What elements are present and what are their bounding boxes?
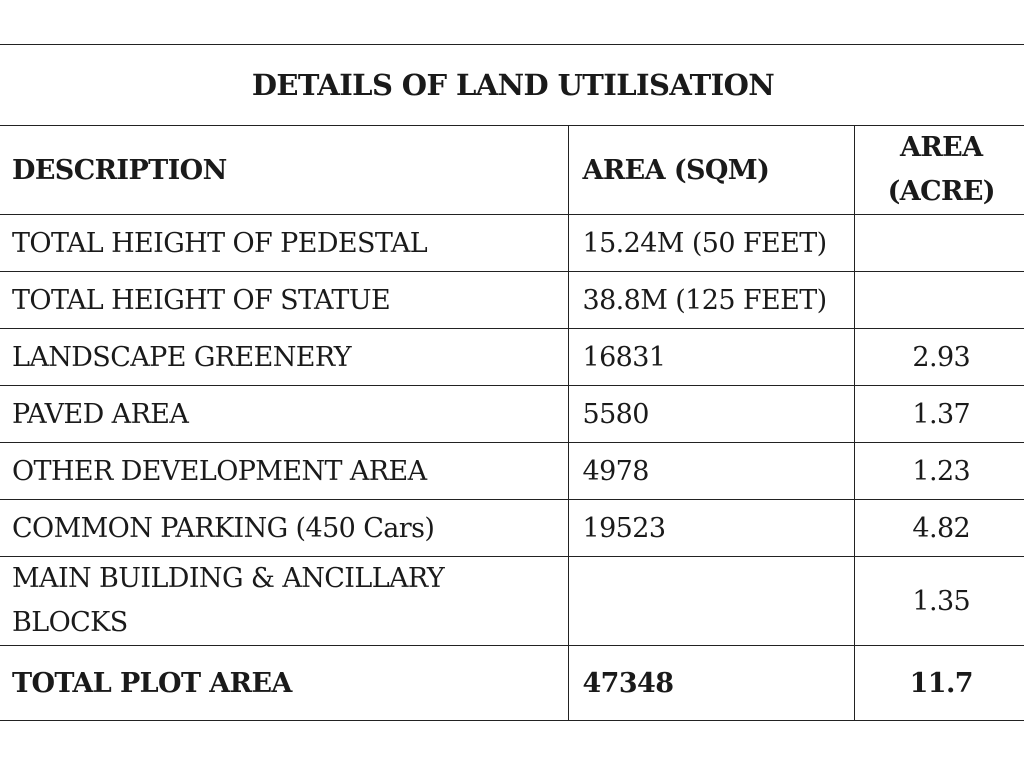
table-title-row: [0, 45, 1024, 126]
cell-area-acre: 1.37: [854, 386, 1024, 443]
header-description: DESCRIPTION: [0, 126, 568, 215]
table-row: [0, 557, 1024, 646]
cell-area-sqm: 16831: [568, 329, 854, 386]
cell-description-line1: MAIN BUILDING & ANCILLARY: [12, 563, 445, 594]
cell-area-sqm: 4978: [568, 443, 854, 500]
table-header-row: [0, 126, 1024, 215]
land-utilisation-table-container: [0, 44, 1024, 721]
cell-description: [0, 557, 568, 646]
table-total-row: [0, 646, 1024, 721]
table-row: [0, 386, 1024, 443]
cell-area-sqm: 38.8M (125 FEET): [568, 272, 854, 329]
cell-description: LANDSCAPE GREENERY: [0, 329, 568, 386]
header-area-sqm: AREA (SQM): [568, 126, 854, 215]
table-row: [0, 272, 1024, 329]
table-row: [0, 443, 1024, 500]
cell-description-line2: BLOCKS: [12, 607, 128, 638]
table-row: [0, 500, 1024, 557]
header-area-acre-line2: (ACRE): [887, 176, 995, 207]
cell-description: COMMON PARKING (450 Cars): [0, 500, 568, 557]
cell-description: TOTAL HEIGHT OF STATUE: [0, 272, 568, 329]
total-area-acre: 11.7: [854, 646, 1024, 721]
header-area-acre: [854, 126, 1024, 215]
cell-area-acre: [854, 215, 1024, 272]
cell-area-acre: 4.82: [854, 500, 1024, 557]
cell-area-sqm: 15.24M (50 FEET): [568, 215, 854, 272]
cell-area-acre: [854, 272, 1024, 329]
table-row: [0, 329, 1024, 386]
cell-area-acre: 1.23: [854, 443, 1024, 500]
cell-area-acre: 1.35: [854, 557, 1024, 646]
cell-area-sqm: 19523: [568, 500, 854, 557]
cell-area-acre: 2.93: [854, 329, 1024, 386]
cell-description: OTHER DEVELOPMENT AREA: [0, 443, 568, 500]
cell-description: TOTAL HEIGHT OF PEDESTAL: [0, 215, 568, 272]
table-title: DETAILS OF LAND UTILISATION: [0, 45, 1024, 126]
total-description: TOTAL PLOT AREA: [0, 646, 568, 721]
land-utilisation-table: [0, 44, 1024, 721]
cell-area-sqm: 5580: [568, 386, 854, 443]
cell-area-sqm: [568, 557, 854, 646]
header-area-acre-line1: AREA: [900, 132, 983, 163]
table-row: [0, 215, 1024, 272]
cell-description: PAVED AREA: [0, 386, 568, 443]
total-area-sqm: 47348: [568, 646, 854, 721]
